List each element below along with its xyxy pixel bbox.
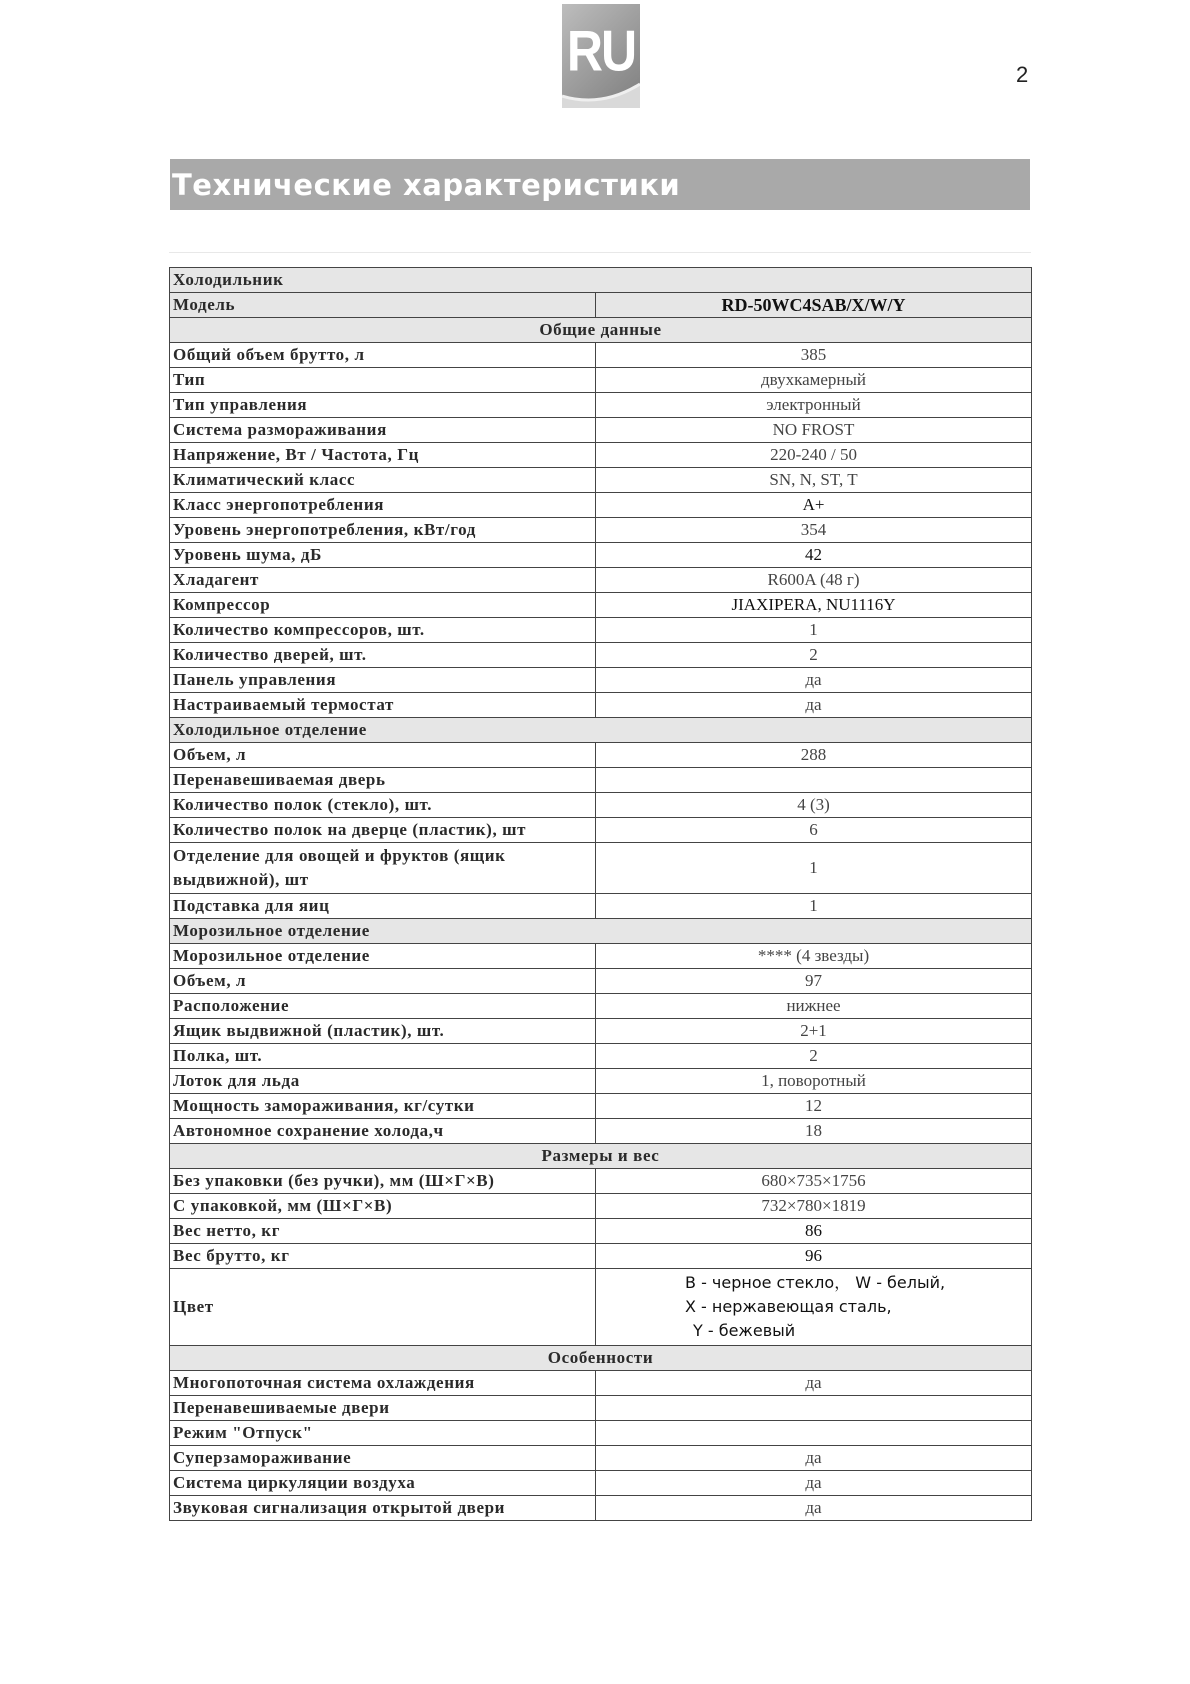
table-row xyxy=(170,1396,1032,1421)
table-row xyxy=(170,393,1032,418)
table-row xyxy=(170,1119,1032,1144)
color-value xyxy=(596,1269,1032,1346)
spec-value: 42 xyxy=(596,543,1032,568)
spec-value: да xyxy=(596,693,1032,718)
spec-value: двухкамерный xyxy=(596,368,1032,393)
table-row-product xyxy=(170,268,1032,293)
spec-label: Полка, шт. xyxy=(170,1044,596,1069)
spec-label: Общий объем брутто, л xyxy=(170,343,596,368)
table-row xyxy=(170,818,1032,843)
spec-value xyxy=(596,768,1032,793)
spec-value: да xyxy=(596,1371,1032,1396)
table-row xyxy=(170,668,1032,693)
spec-label: Режим "Отпуск" xyxy=(170,1421,596,1446)
table-row xyxy=(170,843,1032,894)
spec-value: электронный xyxy=(596,393,1032,418)
spec-value: 385 xyxy=(596,343,1032,368)
table-row xyxy=(170,1019,1032,1044)
spec-value: нижнее xyxy=(596,994,1032,1019)
table-row xyxy=(170,593,1032,618)
table-row xyxy=(170,1446,1032,1471)
spec-value: 4 (3) xyxy=(596,793,1032,818)
spec-value xyxy=(596,1421,1032,1446)
spec-label: Хладагент xyxy=(170,568,596,593)
spec-label: Настраиваемый термостат xyxy=(170,693,596,718)
table-row-color xyxy=(170,1269,1032,1346)
spec-label: Компрессор xyxy=(170,593,596,618)
spec-table xyxy=(169,267,1032,1521)
group-header-general xyxy=(170,318,1032,343)
spec-label: Мощность замораживания, кг/сутки xyxy=(170,1094,596,1119)
spec-value xyxy=(596,1396,1032,1421)
group-title: Общие данные xyxy=(170,318,1032,343)
table-row xyxy=(170,643,1032,668)
spec-value: да xyxy=(596,1471,1032,1496)
spec-label: Ящик выдвижной (пластик), шт. xyxy=(170,1019,596,1044)
group-header-freezer xyxy=(170,919,1032,944)
color-line: Y - бежевый xyxy=(693,1321,796,1340)
spec-value: 2+1 xyxy=(596,1019,1032,1044)
spec-value: да xyxy=(596,668,1032,693)
table-row xyxy=(170,969,1032,994)
spec-label: Тип управления xyxy=(170,393,596,418)
spec-label: Лоток для льда xyxy=(170,1069,596,1094)
spec-value: 12 xyxy=(596,1094,1032,1119)
spec-value: 1, поворотный xyxy=(596,1069,1032,1094)
spec-value: да xyxy=(596,1496,1032,1521)
table-row xyxy=(170,693,1032,718)
spec-value: SN, N, ST, T xyxy=(596,468,1032,493)
spec-label: Перенавешиваемые двери xyxy=(170,1396,596,1421)
table-row xyxy=(170,1496,1032,1521)
spec-label: Вес нетто, кг xyxy=(170,1219,596,1244)
group-title: Морозильное отделение xyxy=(170,919,1032,944)
table-row xyxy=(170,1244,1032,1269)
spec-label: Панель управления xyxy=(170,668,596,693)
spec-value: 18 xyxy=(596,1119,1032,1144)
table-row xyxy=(170,518,1032,543)
table-row xyxy=(170,368,1032,393)
table-row xyxy=(170,493,1032,518)
table-row xyxy=(170,1169,1032,1194)
spec-value: 288 xyxy=(596,743,1032,768)
page-number: 2 xyxy=(1016,62,1029,87)
model-label: Модель xyxy=(170,293,596,318)
spec-label: Климатический класс xyxy=(170,468,596,493)
spec-value: R600A (48 г) xyxy=(596,568,1032,593)
spec-value: 97 xyxy=(596,969,1032,994)
table-row xyxy=(170,1044,1032,1069)
spec-label: Отделение для овощей и фруктов (ящик выдвижной), шт xyxy=(170,843,596,894)
table-row xyxy=(170,1194,1032,1219)
spec-value: 2 xyxy=(596,643,1032,668)
color-line: X - нержавеющая сталь, xyxy=(685,1297,892,1316)
spec-value: 354 xyxy=(596,518,1032,543)
table-row xyxy=(170,793,1032,818)
spec-label: Перенавешиваемая дверь xyxy=(170,768,596,793)
group-header-fridge xyxy=(170,718,1032,743)
spec-label: Количество дверей, шт. xyxy=(170,643,596,668)
spec-label: Морозильное отделение xyxy=(170,944,596,969)
product-name: Холодильник xyxy=(170,268,1032,293)
spec-label: Объем, л xyxy=(170,743,596,768)
spec-label: Уровень шума, дБ xyxy=(170,543,596,568)
group-title: Размеры и вес xyxy=(170,1144,1032,1169)
spec-value: A+ xyxy=(596,493,1032,518)
table-row-model xyxy=(170,293,1032,318)
spec-value: 1 xyxy=(596,894,1032,919)
model-value: RD-50WC4SAB/X/W/Y xyxy=(596,293,1032,318)
spec-value: 2 xyxy=(596,1044,1032,1069)
table-row xyxy=(170,618,1032,643)
group-header-features xyxy=(170,1346,1032,1371)
spec-label: Тип xyxy=(170,368,596,393)
color-line: B - черное стекло， W - белый, xyxy=(685,1273,946,1292)
table-row xyxy=(170,1421,1032,1446)
table-row xyxy=(170,994,1032,1019)
divider xyxy=(169,252,1031,253)
table-row xyxy=(170,418,1032,443)
spec-label: Система размораживания xyxy=(170,418,596,443)
spec-label: Звуковая сигнализация открытой двери xyxy=(170,1496,596,1521)
table-row xyxy=(170,743,1032,768)
spec-label: Система циркуляции воздуха xyxy=(170,1471,596,1496)
group-title: Особенности xyxy=(170,1346,1032,1371)
spec-value: 732×780×1819 xyxy=(596,1194,1032,1219)
spec-value: 1 xyxy=(596,843,1032,894)
table-row xyxy=(170,768,1032,793)
spec-label: Напряжение, Вт / Частота, Гц xyxy=(170,443,596,468)
spec-label: Суперзамораживание xyxy=(170,1446,596,1471)
table-row xyxy=(170,944,1032,969)
table-row xyxy=(170,894,1032,919)
spec-value: 96 xyxy=(596,1244,1032,1269)
table-row xyxy=(170,1471,1032,1496)
spec-label: Расположение xyxy=(170,994,596,1019)
spec-value: NO FROST xyxy=(596,418,1032,443)
spec-label: Уровень энергопотребления, кВт/год xyxy=(170,518,596,543)
spec-label: Количество полок на дверце (пластик), шт xyxy=(170,818,596,843)
section-title: Технические характеристики xyxy=(170,159,1030,210)
spec-value: да xyxy=(596,1446,1032,1471)
spec-label: Автономное сохранение холода,ч xyxy=(170,1119,596,1144)
spec-value: JIAXIPERA, NU1116Y xyxy=(596,593,1032,618)
table-row xyxy=(170,1094,1032,1119)
language-badge xyxy=(562,4,640,108)
spec-label: С упаковкой, мм (Ш×Г×В) xyxy=(170,1194,596,1219)
group-title: Холодильное отделение xyxy=(170,718,1032,743)
spec-value: 1 xyxy=(596,618,1032,643)
spec-label: Вес брутто, кг xyxy=(170,1244,596,1269)
spec-label: Объем, л xyxy=(170,969,596,994)
spec-label: Подставка для яиц xyxy=(170,894,596,919)
table-row xyxy=(170,1219,1032,1244)
spec-label: Количество полок (стекло), шт. xyxy=(170,793,596,818)
spec-label: Количество компрессоров, шт. xyxy=(170,618,596,643)
group-header-dimensions xyxy=(170,1144,1032,1169)
table-row xyxy=(170,568,1032,593)
table-row xyxy=(170,1371,1032,1396)
table-row xyxy=(170,543,1032,568)
color-label: Цвет xyxy=(170,1269,596,1346)
table-row xyxy=(170,443,1032,468)
spec-label: Без упаковки (без ручки), мм (Ш×Г×В) xyxy=(170,1169,596,1194)
page-curl-icon xyxy=(562,78,640,108)
language-badge-text: RU xyxy=(566,18,636,84)
table-row xyxy=(170,1069,1032,1094)
spec-value: **** (4 звезды) xyxy=(596,944,1032,969)
spec-value: 220-240 / 50 xyxy=(596,443,1032,468)
table-row xyxy=(170,468,1032,493)
spec-label: Класс энергопотребления xyxy=(170,493,596,518)
spec-value: 680×735×1756 xyxy=(596,1169,1032,1194)
spec-label: Многопоточная система охлаждения xyxy=(170,1371,596,1396)
spec-value: 86 xyxy=(596,1219,1032,1244)
spec-value: 6 xyxy=(596,818,1032,843)
table-row xyxy=(170,343,1032,368)
